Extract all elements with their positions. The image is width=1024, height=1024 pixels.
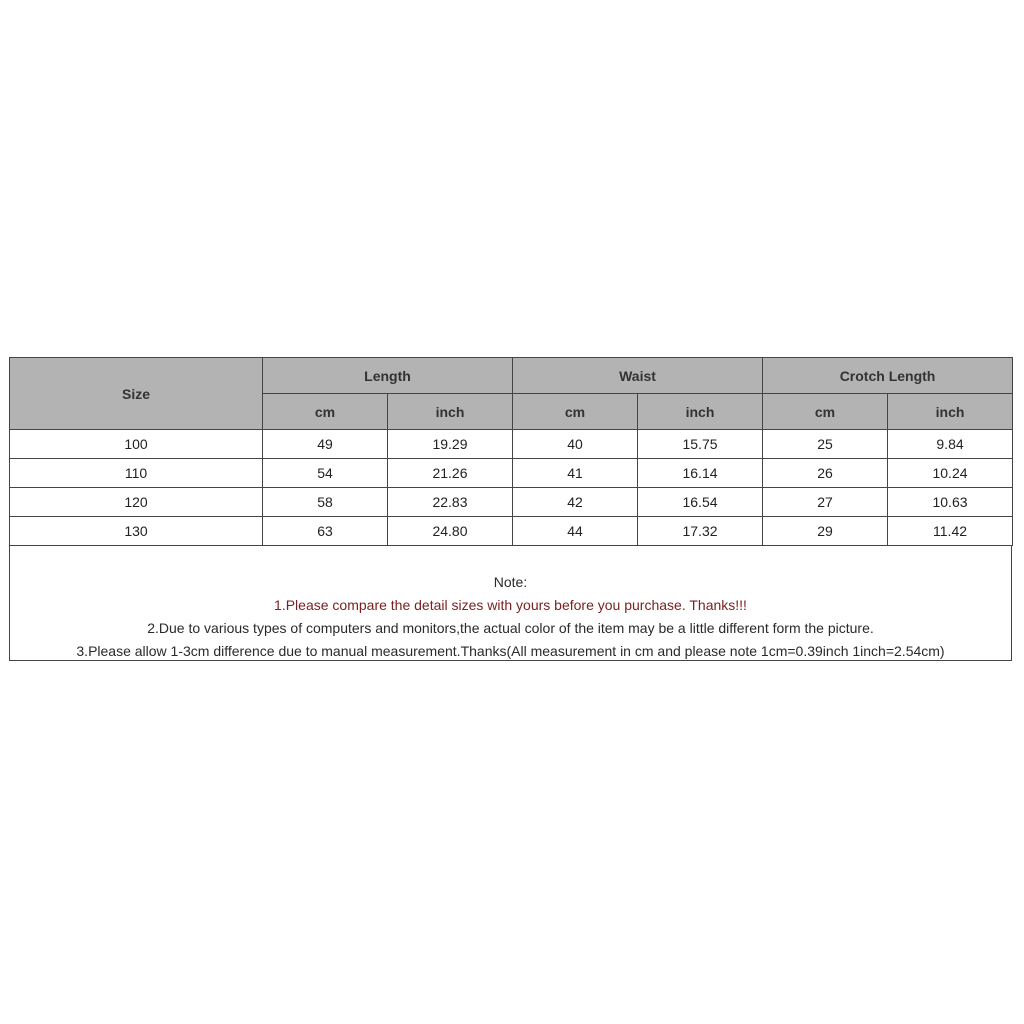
table-cell: 58 bbox=[263, 488, 388, 517]
crotch-length-header: Crotch Length bbox=[763, 358, 1013, 394]
table-cell: 9.84 bbox=[888, 430, 1013, 459]
table-cell: 41 bbox=[513, 459, 638, 488]
table-cell: 29 bbox=[763, 517, 888, 546]
table-cell: 27 bbox=[763, 488, 888, 517]
length-header: Length bbox=[263, 358, 513, 394]
table-cell: 49 bbox=[263, 430, 388, 459]
table-cell: 44 bbox=[513, 517, 638, 546]
table-row bbox=[10, 488, 1013, 517]
note-title: Note: bbox=[493, 574, 528, 590]
note-line-2: 2.Due to various types of computers and monitors,the actual color of the item may be a little different form the picture. bbox=[147, 620, 874, 636]
unit-header: inch bbox=[388, 394, 513, 430]
table-cell: 22.83 bbox=[388, 488, 513, 517]
table-row bbox=[10, 459, 1013, 488]
table-cell: 10.24 bbox=[888, 459, 1013, 488]
table-cell: 54 bbox=[263, 459, 388, 488]
table-cell: 16.14 bbox=[638, 459, 763, 488]
note-lines bbox=[10, 571, 1011, 663]
unit-header: inch bbox=[638, 394, 763, 430]
note-line-3: 3.Please allow 1-3cm difference due to manual measurement.Thanks(All measurement in cm and please note 1cm=0.39inch 1inch=2.54cm) bbox=[76, 643, 945, 659]
note-line-1: 1.Please compare the detail sizes with yours before you purchase. Thanks!!! bbox=[274, 597, 747, 613]
unit-header: inch bbox=[888, 394, 1013, 430]
unit-header: cm bbox=[513, 394, 638, 430]
size-cell: 110 bbox=[10, 459, 263, 488]
size-header: Size bbox=[10, 358, 263, 430]
table-cell: 42 bbox=[513, 488, 638, 517]
table-row bbox=[10, 430, 1013, 459]
size-cell: 130 bbox=[10, 517, 263, 546]
table-cell: 11.42 bbox=[888, 517, 1013, 546]
size-chart bbox=[9, 357, 1012, 661]
table-cell: 17.32 bbox=[638, 517, 763, 546]
note-box bbox=[9, 546, 1012, 661]
table-cell: 10.63 bbox=[888, 488, 1013, 517]
table-cell: 40 bbox=[513, 430, 638, 459]
unit-header: cm bbox=[763, 394, 888, 430]
size-table bbox=[9, 357, 1013, 546]
table-cell: 26 bbox=[763, 459, 888, 488]
table-cell: 21.26 bbox=[388, 459, 513, 488]
table-row bbox=[10, 517, 1013, 546]
size-cell: 120 bbox=[10, 488, 263, 517]
table-cell: 15.75 bbox=[638, 430, 763, 459]
table-cell: 16.54 bbox=[638, 488, 763, 517]
unit-header: cm bbox=[263, 394, 388, 430]
table-cell: 63 bbox=[263, 517, 388, 546]
table-cell: 25 bbox=[763, 430, 888, 459]
size-cell: 100 bbox=[10, 430, 263, 459]
table-cell: 19.29 bbox=[388, 430, 513, 459]
waist-header: Waist bbox=[513, 358, 763, 394]
header-row-groups bbox=[10, 358, 1013, 394]
table-cell: 24.80 bbox=[388, 517, 513, 546]
